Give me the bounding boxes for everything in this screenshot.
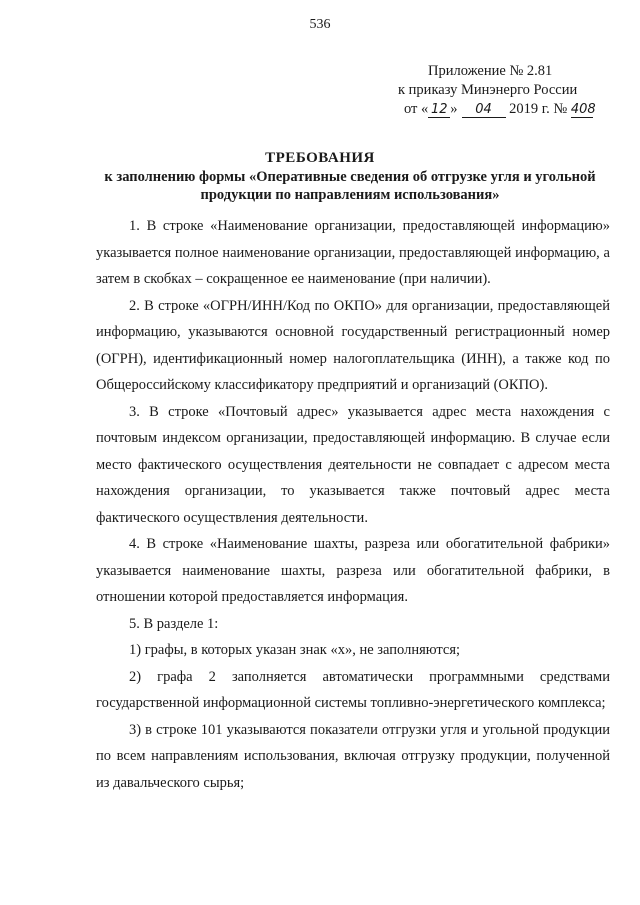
paragraph-5-item-1: 1) графы, в которых указан знак «х», не заполняются; bbox=[129, 642, 461, 658]
paragraph-4: 4. В строке «Наименование шахты, разреза или обогатительной фабрики» указывается наименование шахты, разреза или обогатительной фабрики, в отношении которой предоставляется информация. bbox=[96, 536, 610, 605]
page-number: 536 bbox=[309, 17, 331, 32]
date-quote-close: » bbox=[450, 101, 458, 117]
handwritten-order-number: 408 bbox=[570, 102, 596, 117]
appendix-date-line bbox=[398, 100, 628, 119]
document-subtitle: к заполнению формы «Оперативные сведения об отгрузке угля и угольной продукции по направлениям использования» bbox=[104, 169, 596, 203]
paragraph-3: 3. В строке «Почтовый адрес» указывается адрес места нахождения с почтовым индексом организации, предоставляющей информацию. В случае если место фактического осуществления деятельности не совпадает с адресом места нахождения организации, то указывается также почтовый адрес места фактического осуществления деятельности. bbox=[96, 403, 610, 526]
paragraph-2: 2. В строке «ОГРН/ИНН/Код по ОКПО» для организации, предоставляющей информацию, указываются основной государственный регистрационный номер (ОГРН), идентификационный номер налогоплательщика (ИНН), а также код по Общероссийскому классификатору предприятий и организаций (ОКПО). bbox=[96, 297, 610, 393]
date-year: 2019 г. № bbox=[509, 101, 568, 117]
document-title: ТРЕБОВАНИЯ bbox=[265, 150, 375, 166]
appendix-title: Приложение № 2.81 bbox=[428, 63, 553, 79]
appendix-block bbox=[398, 62, 628, 119]
paragraph-5-item-3: 3) в строке 101 указываются показатели отгрузки угля и угольной продукции по всем направлениям использования, включая отгрузку продукции, полученной из давальческого сырья; bbox=[96, 721, 610, 791]
paragraph-1: 1. В строке «Наименование организации, предоставляющей информацию» указывается полное наименование организации, предоставляющей информацию, а затем в скобках – сокращенное ее наименование (при наличии). bbox=[96, 218, 610, 287]
date-prefix: от « bbox=[404, 101, 429, 117]
appendix-order-ref: к приказу Минэнерго России bbox=[398, 82, 578, 98]
paragraph-5: 5. В разделе 1: bbox=[129, 615, 219, 632]
document-body bbox=[96, 213, 610, 796]
handwritten-day: 12 bbox=[428, 102, 450, 118]
handwritten-month: 04 bbox=[462, 102, 506, 118]
paragraph-5-item-2: 2) графа 2 заполняется автоматически программными средствами государственной информационной системы топливно-энергетического комплекса; bbox=[96, 668, 610, 711]
